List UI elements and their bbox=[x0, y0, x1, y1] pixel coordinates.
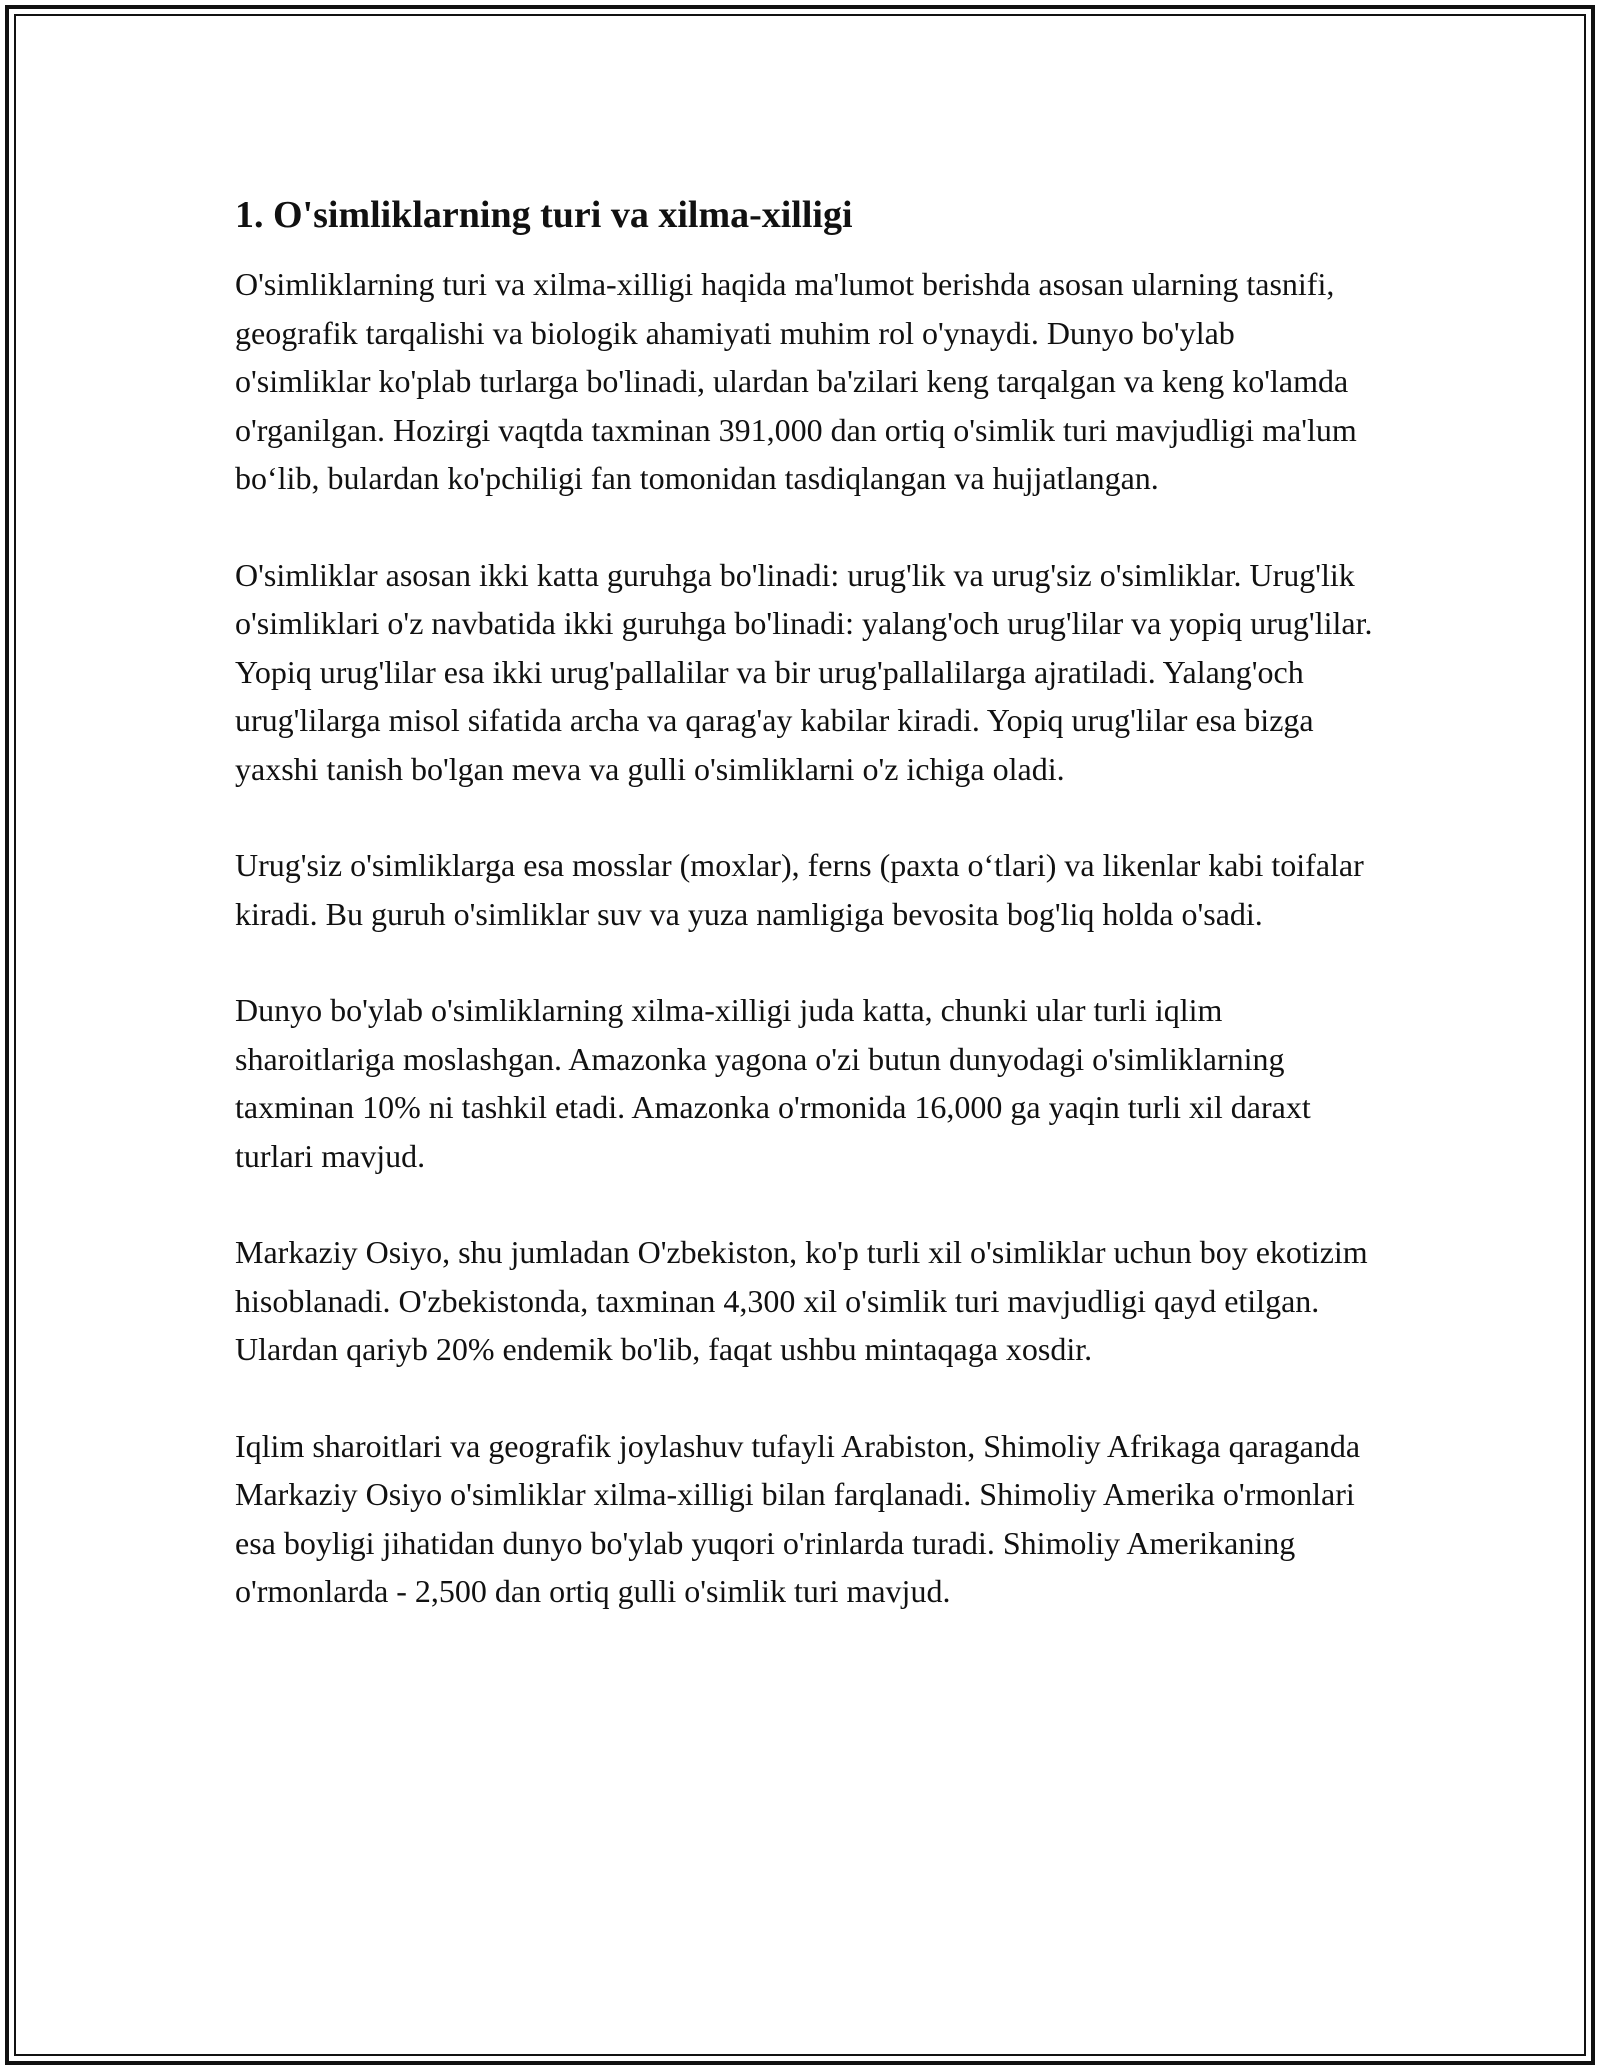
paragraph-seedless-plants: Urug'siz o'simliklarga esa mosslar (moxlar), ferns (paxta o‘tlari) va likenlar kabi toifalar kiradi. Bu guruh o'simliklar suv va yuza namligiga bevosita bog'liq holda o'sadi. bbox=[235, 847, 1364, 932]
paragraph-seed-plants: O'simliklar asosan ikki katta guruhga bo'linadi: urug'lik va urug'siz o'simliklar. Urug'lik o'simliklari o'z navbatida ikki guruhga bo'linadi: yalang'och urug'lilar va yopiq urug'lilar. Yopiq urug'lilar esa ikki urug'pallalilar va bir urug'pallalilarga ajratiladi. Yalang'och urug'lilarga misol sifatida archa va qarag'ay kabilar kiradi. Yopiq urug'lilar esa bizga yaxshi tanish bo'lgan meva va gulli o'simliklarni o'z ichiga oladi. bbox=[235, 556, 1373, 787]
paragraph-regional-comparison: Iqlim sharoitlari va geografik joylashuv tufayli Arabiston, Shimoliy Afrikaga qaraganda Markaziy Osiyo o'simliklar xilma-xilligi bilan farqlanadi. Shimoliy Amerika o'rmonlari esa boyligi jihatidan dunyo bo'ylab yuqori o'rinlarda turadi. Shimoliy Amerikaning o'rmonlarda - 2,500 dan ortiq gulli o'simlik turi mavjud. bbox=[235, 1427, 1361, 1609]
document-body bbox=[235, 190, 1375, 1664]
section-heading: 1. O'simliklarning turi va xilma-xilligi bbox=[235, 194, 853, 236]
paragraph-world-diversity: Dunyo bo'ylab o'simliklarning xilma-xilligi juda katta, chunki ular turli iqlim sharoitlariga moslashgan. Amazonka yagona o'zi butun dunyodagi o'simliklarning taxminan 10% ni tashkil etadi. Amazonka o'rmonida 16,000 ga yaqin turli xil daraxt turlari mavjud. bbox=[235, 992, 1311, 1174]
paragraph-classification: O'simliklarning turi va xilma-xilligi haqida ma'lumot berishda asosan ularning tasnifi, geografik tarqalishi va biologik ahamiyati muhim rol o'ynaydi. Dunyo bo'ylab o'simliklar ko'plab turlarga bo'linadi, ulardan ba'zilari keng tarqalgan va keng ko'lamda o'rganilgan. Hozirgi vaqtda taxminan 391,000 dan ortiq o'simlik turi mavjudligi ma'lum bo‘lib, bulardan ko'pchiligi fan tomonidan tasdiqlangan va hujjatlangan. bbox=[235, 266, 1357, 496]
paragraph-central-asia: Markaziy Osiyo, shu jumladan O'zbekiston, ko'p turli xil o'simliklar uchun boy ekotizim hisoblanadi. O'zbekistonda, taxminan 4,300 xil o'simlik turi mavjudligi qayd etilgan. Ulardan qariyb 20% endemik bo'lib, faqat ushbu mintaqaga xosdir. bbox=[235, 1234, 1368, 1367]
